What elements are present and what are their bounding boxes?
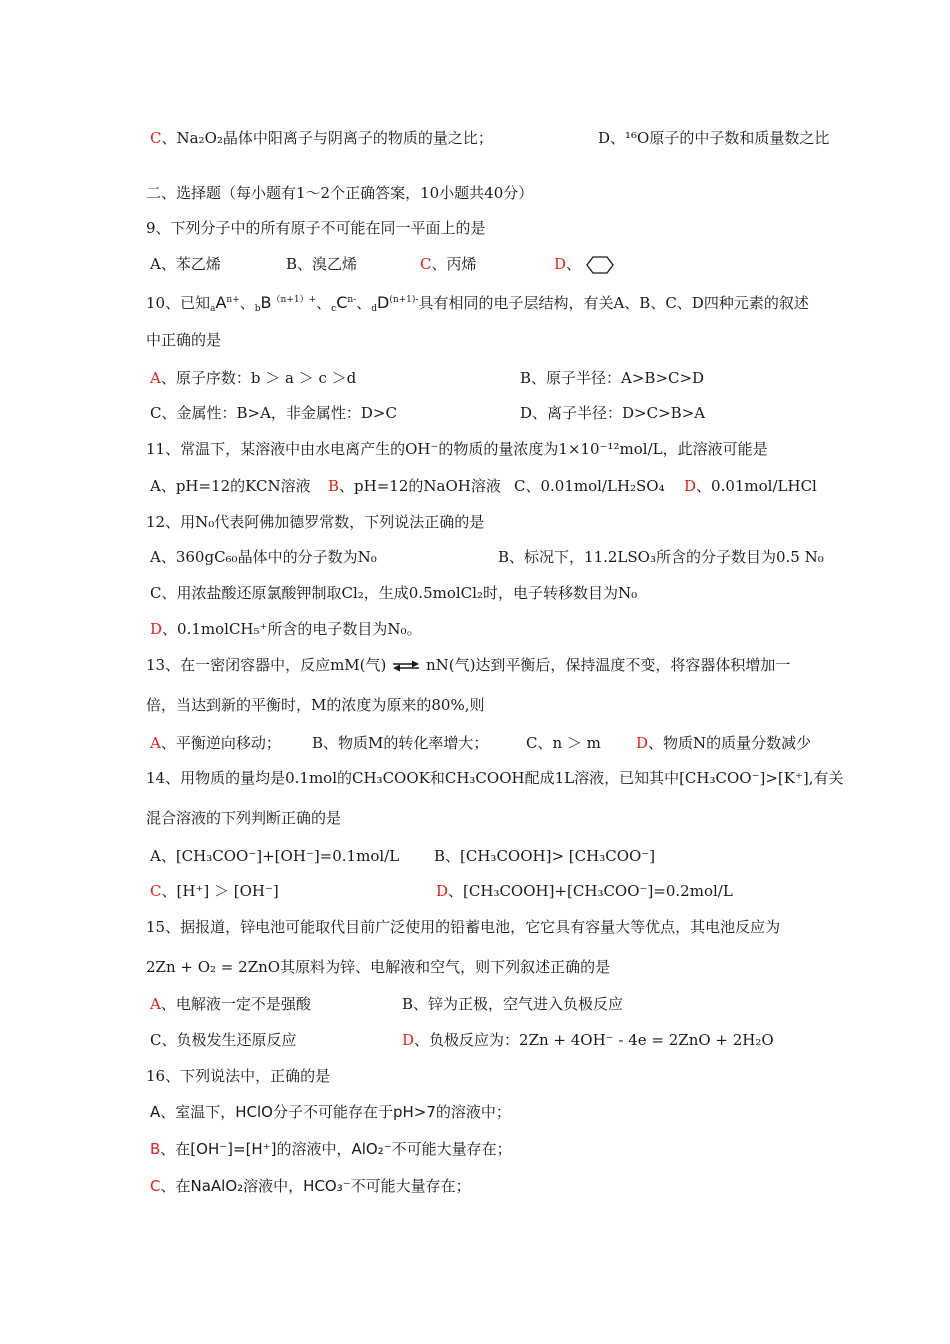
q9-option-c: C、丙烯: [420, 255, 477, 273]
q16-option-a: A、室温下，HClO分子不可能存在于pH>7的溶液中；: [150, 1103, 511, 1121]
q12-option-d: D、0.1molCH₅⁺所含的电子数目为N₀。: [150, 620, 422, 638]
q16-option-b: B、在[OH⁻]=[H⁺]的溶液中，AlO₂⁻不可能大量存在；: [150, 1140, 512, 1158]
q8-option-c: C、Na₂O₂晶体中阳离子与阴离子的物质的量之比；: [150, 129, 493, 147]
q13-option-a: A、平衡逆向移动；: [150, 734, 281, 752]
cyclohexane-ring-icon: [586, 256, 614, 274]
q10-option-c: C、金属性：B>A，非金属性：D>C: [150, 404, 397, 422]
q10-option-b: B、原子半径：A>B>C>D: [520, 369, 705, 387]
q16-stem: 16、下列说法中，正确的是: [146, 1067, 331, 1085]
q13-option-b: B、物质M的转化率增大；: [312, 734, 489, 752]
q14-option-c: C、[H⁺] ＞ [OH⁻]: [150, 882, 279, 900]
q13-stem: 13、在一密闭容器中，反应mM(气) nN(气)达到平衡后，保持温度不变，将容器体积增加一: [146, 656, 791, 674]
q10-option-d: D、离子半径：D>C>B>A: [520, 404, 706, 422]
q11-option-a: A、pH=12的KCN溶液: [150, 477, 311, 495]
q10-option-a: A、原子序数：b ＞ a ＞ c ＞d: [150, 369, 357, 387]
q10-stem-lead: 10、已知: [146, 294, 211, 312]
q12-option-c: C、用浓盐酸还原氯酸钾制取Cl₂，生成0.5molCl₂时，电子转移数目为N₀: [150, 584, 638, 602]
q9-option-d: D、: [554, 254, 614, 274]
q15-option-d: D、负极反应为：2Zn + 4OH⁻ - 4e = 2ZnO + 2H₂O: [402, 1031, 774, 1049]
equilibrium-arrow-icon: [391, 659, 421, 673]
q9-stem: 9、下列分子中的所有原子不可能在同一平面上的是: [146, 219, 486, 237]
q11-option-c: C、0.01mol/LH₂SO₄: [514, 477, 665, 495]
q15-stem: 15、据报道，锌电池可能取代目前广泛使用的铅蓄电池，它它具有容量大等优点，其电池反应为: [146, 918, 781, 936]
q15-option-a: A、电解液一定不是强酸: [150, 995, 311, 1013]
q10-stem: 10、已知$_aA^{n+}$、$_bB^{(n+1)+}$、$_cC^{n-}$、$_dD^{(n+1)-}$具有相同的电子层结构，有关A、B、C、D四种元素的叙述: [146, 293, 809, 314]
q13-option-d: D、物质N的质量分数减少: [636, 734, 812, 752]
q13-option-c: C、n ＞ m: [526, 734, 601, 752]
q9-option-a: A、苯乙烯: [150, 255, 221, 273]
q11-option-d: D、0.01mol/LHCl: [684, 477, 817, 495]
q9-option-b: B、溴乙烯: [286, 255, 358, 273]
q14-option-d: D、[CH₃COOH]+[CH₃COO⁻]=0.2mol/L: [436, 882, 733, 900]
q11-option-b: B、pH=12的NaOH溶液: [328, 477, 501, 495]
q16-option-c: C、在NaAlO₂溶液中，HCO₃⁻不可能大量存在；: [150, 1177, 471, 1195]
q11-stem: 11、常温下，某溶液中由水电离产生的OH⁻的物质的量浓度为1×10⁻¹²mol/L，此溶液可能是: [146, 440, 768, 458]
q14-option-a: A、[CH₃COO⁻]+[OH⁻]=0.1mol/L: [150, 847, 400, 865]
q15-stem-line2: 2Zn + O₂ = 2ZnO其原料为锌、电解液和空气，则下列叙述正确的是: [146, 958, 611, 976]
q14-stem-line2: 混合溶液的下列判断正确的是: [146, 809, 342, 827]
q14-stem: 14、用物质的量均是0.1mol的CH₃COOK和CH₃COOH配成1L溶液，已知其中[CH₃COO⁻]>[K⁺],有关: [146, 769, 844, 787]
q10-stem-line2: 中正确的是: [146, 331, 222, 349]
q15-option-c: C、负极发生还原反应: [150, 1031, 297, 1049]
q14-option-b: B、[CH₃COOH]> [CH₃COO⁻]: [434, 847, 656, 865]
q12-option-b: B、标况下，11.2LSO₃所含的分子数目为0.5 N₀: [498, 548, 824, 566]
q15-option-b: B、锌为正极，空气进入负极反应: [402, 995, 624, 1013]
q12-stem: 12、用N₀代表阿佛加德罗常数，下列说法正确的是: [146, 513, 485, 531]
q8-option-d: D、¹⁶O原子的中子数和质量数之比: [598, 129, 830, 147]
q13-stem-line2: 倍，当达到新的平衡时，M的浓度为原来的80%,则: [146, 696, 485, 714]
section-heading: 二、选择题（每小题有1～2个正确答案，10小题共40分）: [146, 184, 534, 202]
q12-option-a: A、360gC₆₀晶体中的分子数为N₀: [150, 548, 377, 566]
